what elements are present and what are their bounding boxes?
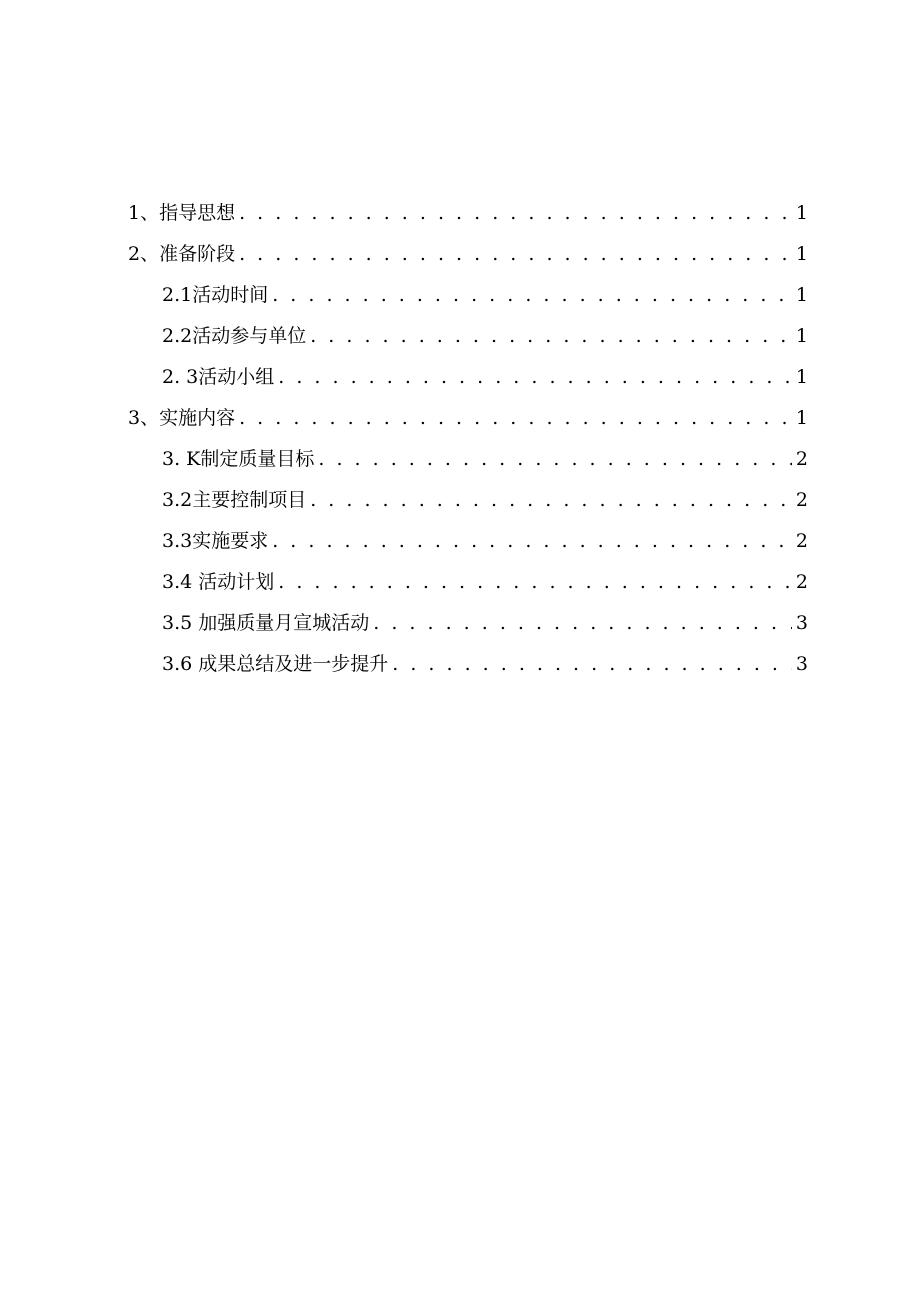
toc-entry-page: 1	[795, 407, 808, 429]
toc-entry-label: 3.3实施要求	[162, 530, 269, 552]
toc-entry-label: 2.2活动参与单位	[162, 325, 307, 347]
toc-entry-label: 2、准备阶段	[128, 243, 236, 265]
toc-entry-label: 1、指导思想	[128, 202, 236, 224]
toc-dot-leader	[239, 398, 792, 439]
toc-entry-label: 3.5 加强质量月宣城活动	[162, 612, 370, 634]
toc-entry-guiding-ideology[interactable]	[128, 193, 808, 234]
toc-entry-implementation-content[interactable]	[128, 398, 808, 439]
toc-entry-quality-month-promotion[interactable]	[128, 603, 808, 644]
toc-entry-page: 1	[795, 284, 808, 306]
toc-dot-leader	[239, 193, 792, 234]
toc-dot-leader	[272, 521, 792, 562]
toc-entry-page: 1	[795, 325, 808, 347]
toc-entry-page: 1	[795, 366, 808, 388]
toc-entry-activity-group[interactable]	[128, 357, 808, 398]
toc-entry-label: 3、实施内容	[128, 407, 236, 429]
toc-entry-page: 3	[795, 612, 808, 634]
toc-entry-page: 2	[795, 448, 808, 470]
toc-entry-label: 2. 3活动小组	[162, 366, 275, 388]
toc-entry-results-summary[interactable]	[128, 644, 808, 685]
toc-dot-leader	[272, 275, 792, 316]
toc-entry-page: 2	[795, 489, 808, 511]
toc-dot-leader	[278, 357, 792, 398]
toc-dot-leader	[318, 439, 792, 480]
toc-dot-leader	[392, 644, 792, 685]
toc-entry-implementation-requirements[interactable]	[128, 521, 808, 562]
toc-entry-participating-units[interactable]	[128, 316, 808, 357]
toc-entry-preparation-stage[interactable]	[128, 234, 808, 275]
toc-entry-label: 2.1活动时间	[162, 284, 269, 306]
toc-dot-leader	[278, 562, 792, 603]
toc-entry-page: 1	[795, 243, 808, 265]
toc-entry-control-items[interactable]	[128, 480, 808, 521]
toc-entry-page: 2	[795, 571, 808, 593]
toc-dot-leader	[310, 480, 792, 521]
table-of-contents	[128, 193, 808, 685]
toc-entry-label: 3.2主要控制项目	[162, 489, 307, 511]
toc-entry-label: 3.6 成果总结及进一步提升	[162, 653, 389, 675]
toc-entry-page: 2	[795, 530, 808, 552]
toc-dot-leader	[239, 234, 792, 275]
toc-entry-quality-goals[interactable]	[128, 439, 808, 480]
toc-entry-page: 1	[795, 202, 808, 224]
toc-entry-label: 3. K制定质量目标	[162, 448, 315, 470]
toc-dot-leader	[310, 316, 792, 357]
toc-entry-page: 3	[795, 653, 808, 675]
toc-entry-activity-time[interactable]	[128, 275, 808, 316]
toc-entry-activity-plan[interactable]	[128, 562, 808, 603]
toc-entry-label: 3.4 活动计划	[162, 571, 275, 593]
toc-dot-leader	[373, 603, 792, 644]
